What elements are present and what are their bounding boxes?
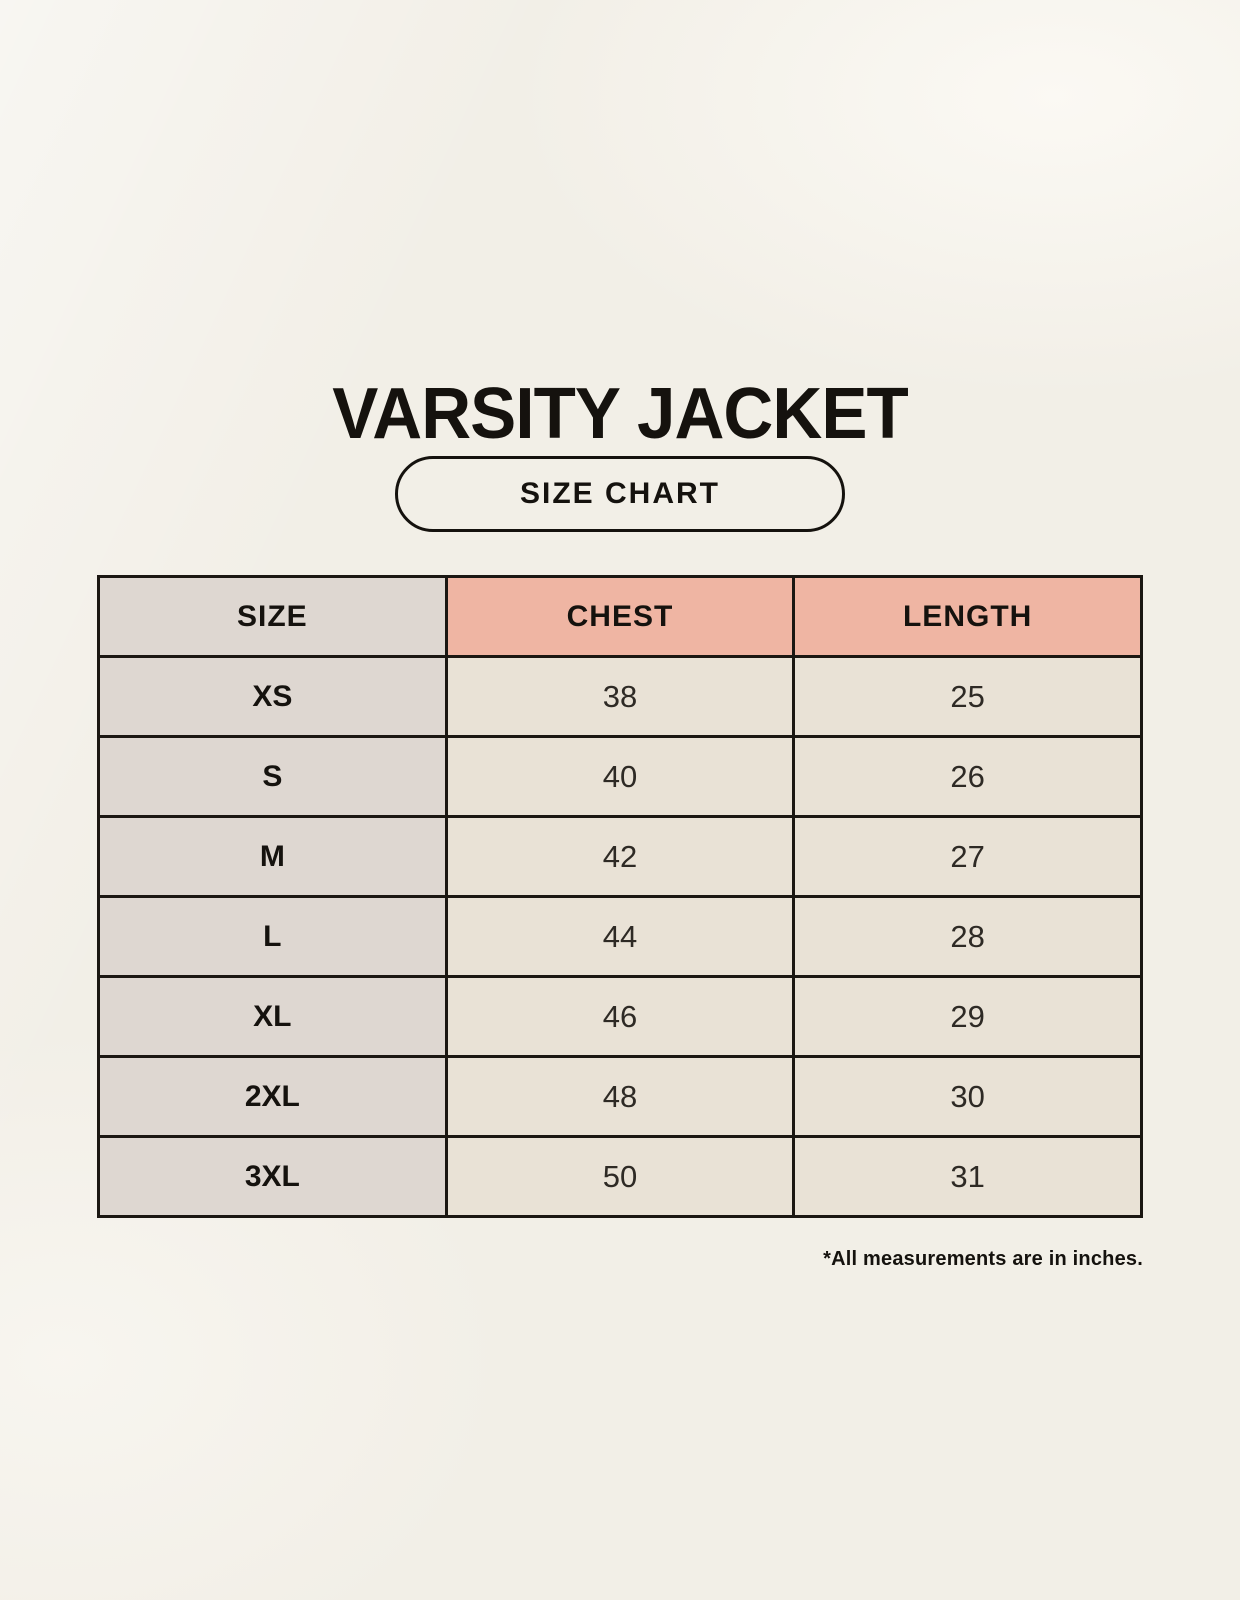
column-header-length: LENGTH (794, 577, 1142, 657)
size-chart-badge-label: SIZE CHART (520, 477, 720, 510)
table-row (99, 977, 1142, 1057)
column-header-chest: CHEST (446, 577, 794, 657)
length-cell: 25 (794, 657, 1142, 737)
table-row (99, 737, 1142, 817)
table-row (99, 897, 1142, 977)
chest-cell: 50 (446, 1137, 794, 1217)
chest-cell: 38 (446, 657, 794, 737)
table-row (99, 1057, 1142, 1137)
chest-cell: 44 (446, 897, 794, 977)
size-chart-badge (395, 456, 845, 532)
length-cell: 30 (794, 1057, 1142, 1137)
chest-cell: 46 (446, 977, 794, 1057)
table-row (99, 657, 1142, 737)
size-cell: L (99, 897, 447, 977)
size-table (97, 575, 1143, 1218)
length-cell: 26 (794, 737, 1142, 817)
size-cell: 2XL (99, 1057, 447, 1137)
table-header-row (99, 577, 1142, 657)
length-cell: 29 (794, 977, 1142, 1057)
size-cell: 3XL (99, 1137, 447, 1217)
column-header-size: SIZE (99, 577, 447, 657)
length-cell: 27 (794, 817, 1142, 897)
chest-cell: 48 (446, 1057, 794, 1137)
table-row (99, 817, 1142, 897)
chest-cell: 42 (446, 817, 794, 897)
chest-cell: 40 (446, 737, 794, 817)
size-cell: XL (99, 977, 447, 1057)
size-cell: XS (99, 657, 447, 737)
length-cell: 31 (794, 1137, 1142, 1217)
measurements-footnote: *All measurements are in inches. (823, 1248, 1143, 1270)
table-row (99, 1137, 1142, 1217)
length-cell: 28 (794, 897, 1142, 977)
size-cell: M (99, 817, 447, 897)
size-cell: S (99, 737, 447, 817)
product-title: VARSITY JACKET (332, 374, 908, 455)
